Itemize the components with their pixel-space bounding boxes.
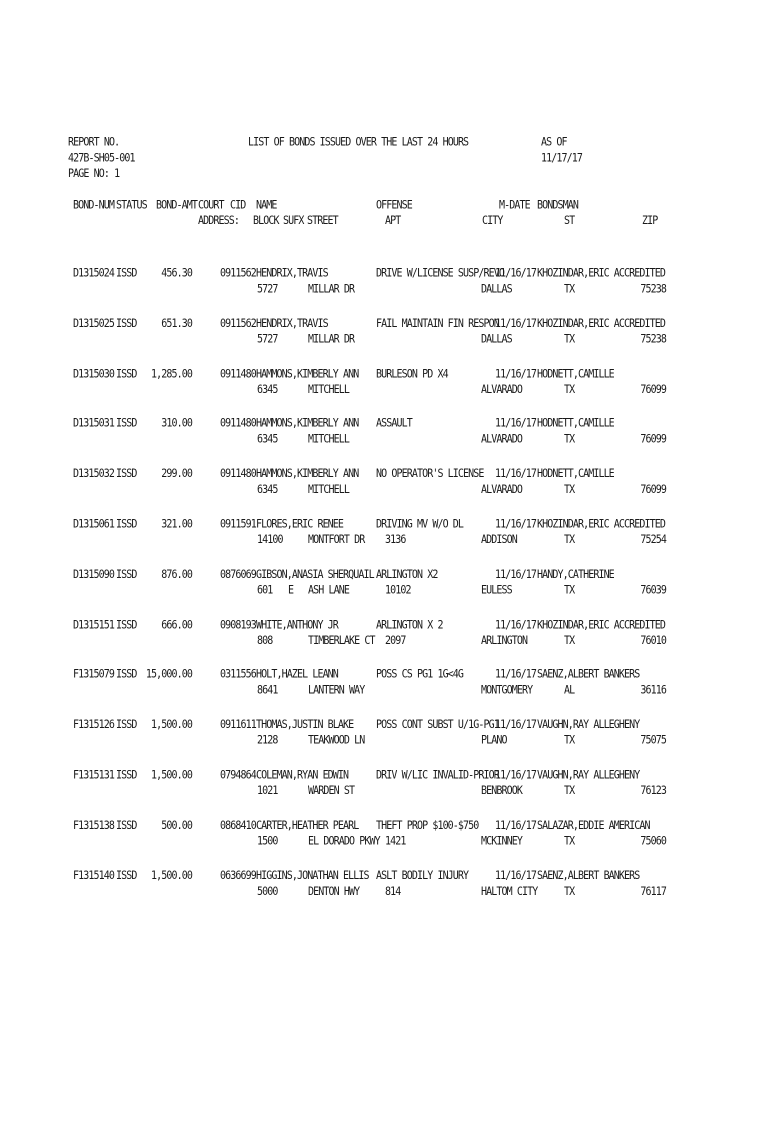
record-mdate: 11/16/17 [495, 769, 536, 782]
record-block: 5727 [257, 333, 278, 346]
record-bondsman: VAUGHN,RAY ALLEGHENY [537, 719, 640, 732]
record-street: TEAKWOOD LN [308, 734, 365, 748]
record-mdate: 11/16/17 [495, 418, 536, 431]
record-apt: 1421 [385, 835, 406, 848]
report-no-label: REPORT NO. [68, 136, 120, 149]
record-block: 2128 [257, 734, 278, 748]
record-apt: 814 [385, 885, 401, 898]
record-bondsman: SAENZ,ALBERT BANKERS [537, 669, 640, 682]
record-city: ALVARADO [481, 484, 522, 497]
record-status: ISSD [116, 568, 137, 582]
record-street: WARDEN ST [308, 785, 355, 798]
record-block: 5727 [257, 283, 278, 296]
record-status: ISSD [116, 819, 137, 832]
record-bondsman: HODNETT,CAMILLE [537, 468, 614, 481]
record-bondsman: SAENZ,ALBERT BANKERS [537, 869, 640, 883]
record-amount: 876.00 [161, 568, 192, 582]
col-bondsman: BONDSMAN [537, 199, 578, 212]
record-bondsman: SALAZAR,EDDIE AMERICAN [537, 819, 650, 832]
record-zip: 76117 [640, 885, 666, 898]
record-status: ISSD [116, 669, 137, 682]
record-name: WHITE,ANTHONY JR [256, 618, 338, 632]
record-cid: 0911480 [220, 468, 256, 481]
record-zip: 76099 [640, 383, 666, 397]
record-zip: 75060 [640, 835, 666, 848]
record-status: ISSD [116, 769, 137, 782]
record-amount: 321.00 [161, 518, 192, 531]
col-bond-amt: BOND-AMT [156, 199, 197, 212]
record-bond-num: F1315126 [73, 719, 114, 732]
record-street: MILLAR DR [308, 333, 355, 346]
record-status: ISSD [116, 418, 137, 431]
record-status: ISSD [116, 267, 137, 280]
record-name: THOMAS,JUSTIN BLAKE [256, 719, 354, 732]
record-cid: 0311556 [220, 669, 256, 682]
record-block: 601 [257, 584, 273, 597]
record-bond-num: D1315151 [73, 618, 114, 632]
record-sufx: E [288, 584, 294, 597]
record-cid: 0911480 [220, 368, 256, 381]
record-apt: 10102 [385, 584, 411, 597]
record-city: ALVARADO [481, 383, 522, 397]
record-mdate: 11/16/17 [495, 719, 536, 732]
record-offense: THEFT PROP $100-$750 [376, 819, 479, 832]
record-amount: 1,500.00 [151, 719, 192, 732]
record-amount: 15,000.00 [145, 669, 192, 682]
record-city: DALLAS [481, 333, 512, 346]
record-mdate: 11/16/17 [495, 669, 536, 682]
record-offense: FAIL MAINTAIN FIN RESPON [376, 317, 499, 331]
record-block: 8641 [257, 684, 278, 698]
record-block: 1021 [257, 785, 278, 798]
record-name: HOLT,HAZEL LEANN [256, 669, 338, 682]
record-block: 6345 [257, 383, 278, 397]
record-offense: ASLT BODILY INJURY [376, 869, 469, 883]
col-status: STATUS [116, 199, 147, 212]
col-bond-num: BOND-NUM [73, 199, 114, 212]
record-mdate: 11/16/17 [495, 468, 536, 481]
record-offense: ARLINGTON X 2 [376, 618, 443, 632]
record-bondsman: HANDY,CATHERINE [537, 568, 614, 582]
record-offense: ASSAULT [376, 418, 412, 431]
record-name: HIGGINS,JONATHAN ELLIS [256, 869, 369, 883]
record-cid: 0911480 [220, 418, 256, 431]
record-offense: DRIVE W/LICENSE SUSP/REVO [376, 267, 505, 280]
record-block: 6345 [257, 433, 278, 447]
record-st: TX [564, 584, 575, 597]
record-block: 14100 [257, 534, 283, 547]
col-city: CITY [482, 215, 503, 228]
record-bond-num: F1315138 [73, 819, 114, 832]
record-apt: 3136 [385, 534, 406, 547]
col-block: BLOCK [253, 215, 279, 228]
record-offense: POSS CS PG1 1G<4G [376, 669, 464, 682]
record-zip: 75075 [640, 734, 666, 748]
col-offense: OFFENSE [376, 199, 412, 212]
record-status: ISSD [116, 869, 137, 883]
record-st: TX [564, 634, 575, 647]
record-st: TX [564, 433, 575, 447]
record-st: TX [564, 333, 575, 346]
record-street: MITCHELL [308, 433, 349, 447]
record-offense: ARLINGTON X2 [376, 568, 438, 582]
report-number: 427B-SH05-001 [68, 152, 135, 165]
record-zip: 76099 [640, 484, 666, 497]
record-bondsman: KHOZINDAR,ERIC ACCREDITED [537, 267, 666, 280]
as-of-label: AS OF [541, 136, 567, 149]
record-cid: 0636699 [220, 869, 256, 883]
record-amount: 1,500.00 [151, 769, 192, 782]
record-bond-num: D1315032 [73, 468, 114, 481]
record-amount: 299.00 [161, 468, 192, 481]
record-st: TX [564, 835, 575, 848]
record-offense: DRIV W/LIC INVALID-PRIOR [376, 769, 499, 782]
record-block: 1500 [257, 835, 278, 848]
record-offense: DRIVING MV W/O DL [376, 518, 464, 531]
record-apt: 2097 [385, 634, 406, 647]
record-street: LANTERN WAY [308, 684, 365, 698]
record-bondsman: HODNETT,CAMILLE [537, 418, 614, 431]
record-st: TX [564, 885, 575, 898]
record-cid: 0911591 [220, 518, 256, 531]
col-court: COURT [198, 199, 224, 212]
record-zip: 76123 [640, 785, 666, 798]
record-amount: 1,285.00 [151, 368, 192, 381]
record-cid: 0876069 [220, 568, 256, 582]
record-mdate: 11/16/17 [495, 568, 536, 582]
record-block: 808 [257, 634, 273, 647]
record-zip: 76039 [640, 584, 666, 597]
record-street: MILLAR DR [308, 283, 355, 296]
col-apt: APT [385, 215, 401, 228]
record-street: MONTFORT DR [308, 534, 365, 547]
record-city: ARLINGTON [481, 634, 528, 647]
col-st: ST [564, 215, 575, 228]
record-status: ISSD [116, 468, 137, 481]
record-bondsman: VAUGHN,RAY ALLEGHENY [537, 769, 640, 782]
record-mdate: 11/16/17 [495, 518, 536, 531]
record-bondsman: KHOZINDAR,ERIC ACCREDITED [537, 317, 666, 331]
record-street: EL DORADO PKWY [308, 835, 380, 848]
record-block: 5000 [257, 885, 278, 898]
col-cid: CID [230, 199, 246, 212]
record-name: GIBSON,ANASIA SHERQUAIL [256, 568, 374, 582]
record-name: HENDRIX,TRAVIS [256, 267, 328, 280]
record-name: CARTER,HEATHER PEARL [256, 819, 359, 832]
record-city: PLANO [481, 734, 507, 748]
record-mdate: 11/16/17 [495, 819, 536, 832]
record-st: TX [564, 534, 575, 547]
record-bondsman: HODNETT,CAMILLE [537, 368, 614, 381]
record-name: HAMMONS,KIMBERLY ANN [256, 418, 359, 431]
record-status: ISSD [116, 317, 137, 331]
record-cid: 0911562 [220, 317, 256, 331]
record-bond-num: D1315024 [73, 267, 114, 280]
record-zip: 75238 [640, 283, 666, 296]
page-number: PAGE NO: 1 [68, 168, 120, 181]
record-st: TX [564, 734, 575, 748]
record-city: ADDISON [481, 534, 517, 547]
record-offense: NO OPERATOR'S LICENSE [376, 468, 484, 481]
record-zip: 75254 [640, 534, 666, 547]
record-amount: 456.30 [161, 267, 192, 280]
record-zip: 76099 [640, 433, 666, 447]
record-street: DENTON HWY [308, 885, 360, 898]
record-amount: 666.00 [161, 618, 192, 632]
record-cid: 0911562 [220, 267, 256, 280]
record-cid: 0911611 [220, 719, 256, 732]
record-status: ISSD [116, 618, 137, 632]
record-city: ALVARADO [481, 433, 522, 447]
record-amount: 310.00 [161, 418, 192, 431]
record-city: MCKINNEY [481, 835, 522, 848]
record-st: TX [564, 383, 575, 397]
record-cid: 0868410 [220, 819, 256, 832]
record-street: MITCHELL [308, 383, 349, 397]
record-st: TX [564, 484, 575, 497]
record-bond-num: D1315030 [73, 368, 114, 381]
record-offense: POSS CONT SUBST U/1G-PG1 [376, 719, 499, 732]
record-mdate: 11/16/17 [495, 618, 536, 632]
record-amount: 1,500.00 [151, 869, 192, 883]
record-city: BENBROOK [481, 785, 522, 798]
col-mdate: M-DATE [499, 199, 530, 212]
record-cid: 0794864 [220, 769, 256, 782]
record-status: ISSD [116, 719, 137, 732]
record-mdate: 11/16/17 [495, 869, 536, 883]
record-bond-num: F1315131 [73, 769, 114, 782]
record-bond-num: D1315025 [73, 317, 114, 331]
record-zip: 36116 [640, 684, 666, 698]
record-zip: 75238 [640, 333, 666, 346]
record-name: HAMMONS,KIMBERLY ANN [256, 368, 359, 381]
record-bond-num: D1315031 [73, 418, 114, 431]
record-street: TIMBERLAKE CT [308, 634, 375, 647]
record-bondsman: KHOZINDAR,ERIC ACCREDITED [537, 618, 666, 632]
record-bond-num: D1315090 [73, 568, 114, 582]
record-st: TX [564, 283, 575, 296]
record-status: ISSD [116, 518, 137, 531]
record-name: COLEMAN,RYAN EDWIN [256, 769, 349, 782]
record-bond-num: F1315079 [73, 669, 114, 682]
record-street: ASH LANE [308, 584, 349, 597]
record-mdate: 11/16/17 [495, 267, 536, 280]
record-amount: 500.00 [161, 819, 192, 832]
col-street: STREET [307, 215, 338, 228]
as-of-date: 11/17/17 [541, 152, 582, 165]
record-name: HAMMONS,KIMBERLY ANN [256, 468, 359, 481]
col-sufx: SUFX [283, 215, 304, 228]
record-city: EULESS [481, 584, 512, 597]
record-offense: BURLESON PD X4 [376, 368, 448, 381]
record-bond-num: F1315140 [73, 869, 114, 883]
record-name: FLORES,ERIC RENEE [256, 518, 344, 531]
record-city: MONTGOMERY [481, 684, 533, 698]
col-zip: ZIP [642, 215, 658, 228]
record-block: 6345 [257, 484, 278, 497]
record-st: TX [564, 785, 575, 798]
record-mdate: 11/16/17 [495, 368, 536, 381]
record-name: HENDRIX,TRAVIS [256, 317, 328, 331]
report-title: LIST OF BONDS ISSUED OVER THE LAST 24 HOURS [248, 136, 469, 149]
record-mdate: 11/16/17 [495, 317, 536, 331]
record-city: DALLAS [481, 283, 512, 296]
record-bondsman: KHOZINDAR,ERIC ACCREDITED [537, 518, 666, 531]
col-name: NAME [256, 199, 277, 212]
record-cid: 0908193 [220, 618, 256, 632]
record-zip: 76010 [640, 634, 666, 647]
record-street: MITCHELL [308, 484, 349, 497]
record-status: ISSD [116, 368, 137, 381]
record-st: AL [564, 684, 575, 698]
record-bond-num: D1315061 [73, 518, 114, 531]
col-address: ADDRESS: [198, 215, 239, 228]
record-amount: 651.30 [161, 317, 192, 331]
record-city: HALTOM CITY [481, 885, 538, 898]
